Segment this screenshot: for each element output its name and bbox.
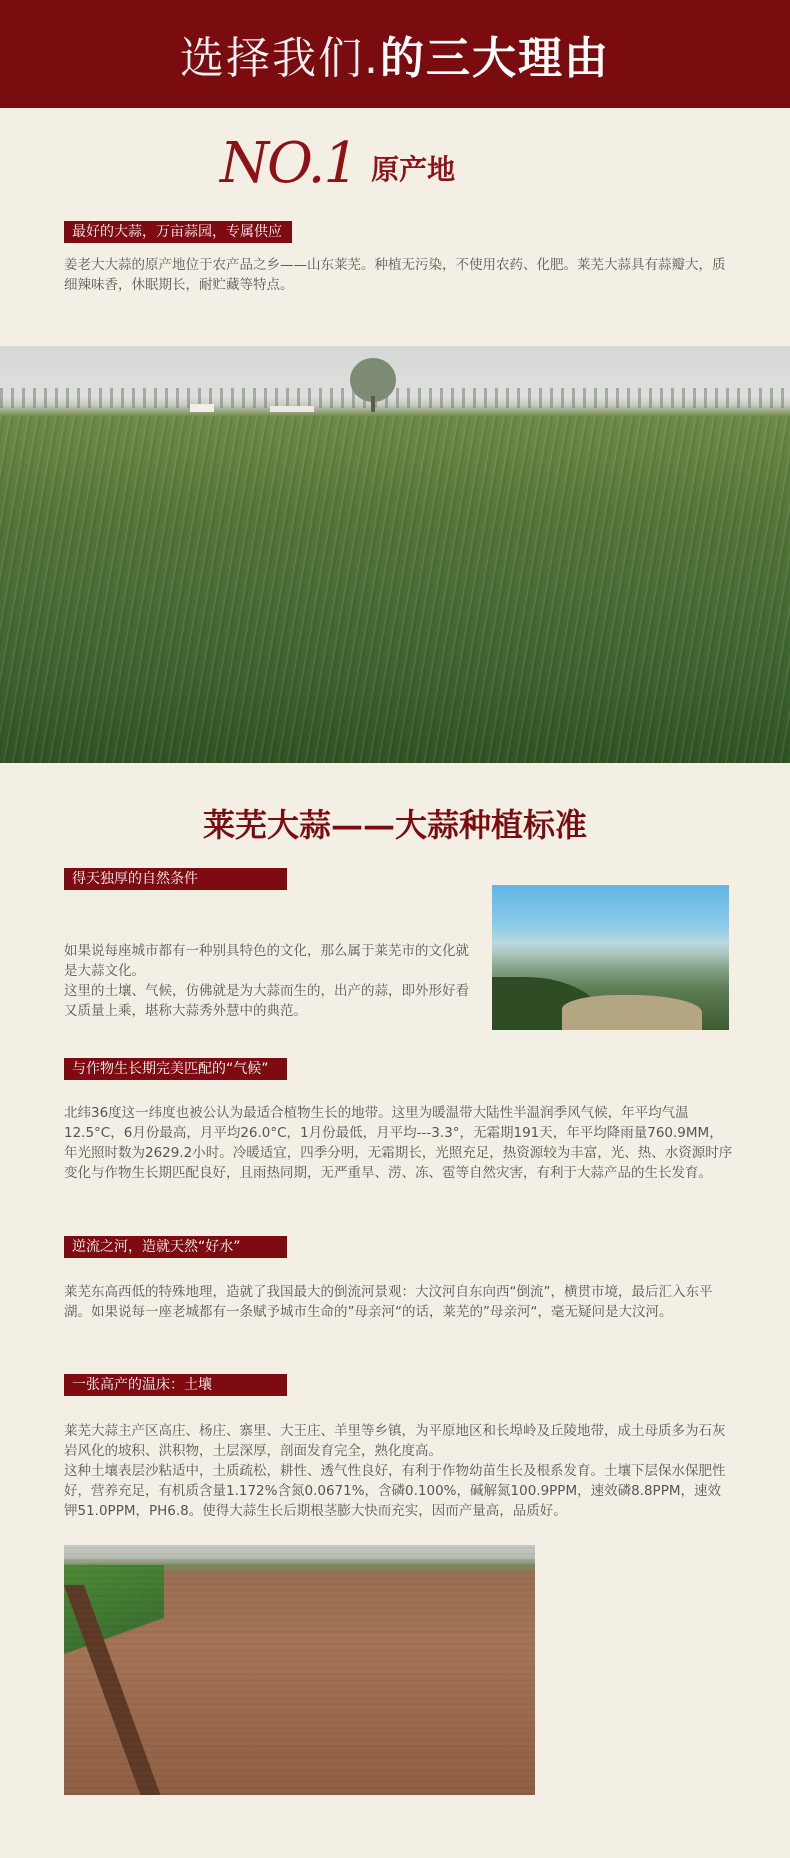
climate-tag: 与作物生长期完美匹配的“气候” [64,1058,287,1080]
water-tag: 逆流之河，造就天然“好水” [64,1236,287,1258]
no1-script: NO.1 [220,131,358,196]
nature-line: 这里的土壤、气候，仿佛就是为大蒜而生的，出产的蒜，即外形好看又质量上乘，堪称大蒜秀外慧中的典范。 [64,983,469,1019]
no1-title: 原产地 [371,153,456,186]
rocks [562,995,702,1030]
house [270,406,314,412]
soil-line: 这种土壤表层沙粘适中，土质疏松，耕性、透气性良好，有利于作物幼苗生长及根系发育。土壤下层保水保肥性好，营养充足，有机质含量1.172%含氮0.0671%，含磷0.100%，碱解氮100.9PPM，速效磷8.8PPM，速效钾51.0PPM，PH6.8。使得大蒜生长后期根茎膨大快而充实，因而产量高，品质好。 [64,1463,726,1519]
garlic-field-photo [0,346,790,763]
water-text: 莱芜东高西低的特殊地理，造就了我国最大的倒流河景观：大汶河自东向西“倒流”，横贯市境，最后汇入东平湖。如果说每一座老城都有一条赋予城市生命的”母亲河“的话，莱芜的”母亲河“，毫无疑问是大汶河。 [64,1284,713,1320]
soil-text [64,1421,734,1521]
banner-title-light: 选择我们. [180,33,380,84]
nature-line: 如果说每座城市都有一种别具特色的文化，那么属于莱芜市的文化就是大蒜文化。 [64,943,469,979]
soil-tag: 一张高产的温床：土壤 [64,1374,287,1396]
landscape-photo [492,885,729,1030]
tree-line [0,388,790,408]
grass-texture [0,416,790,763]
page-banner [0,0,790,108]
soil-field-photo [64,1545,535,1795]
nature-text [64,941,469,1021]
origin-tag: 最好的大蒜，万亩蒜园，专属供应 [64,221,292,243]
nature-tag: 得天独厚的自然条件 [64,868,287,890]
soil-line: 莱芜大蒜主产区高庄、杨庄、寨里、大王庄、羊里等乡镇，为平原地区和长埠岭及丘陵地带，成土母质多为石灰岩风化的坡积、洪积物，土层深厚，剖面发育完全，熟化度高。 [64,1423,726,1459]
planting-standard-heading: 莱芜大蒜——大蒜种植标准 [202,806,587,844]
no1-heading [220,131,456,196]
soil-texture [64,1545,535,1795]
tree-trunk [371,396,375,412]
origin-text: 姜老大大蒜的原产地位于农产品之乡——山东莱芜。种植无污染，不使用农药、化肥。莱芜大蒜具有蒜瓣大，质细辣味香，休眠期长，耐贮藏等特点。 [64,257,726,293]
climate-text: 北纬36度这一纬度也被公认为最适合植物生长的地带。这里为暖温带大陆性半温润季风气候，年平均气温12.5°C，6月份最高，月平均26.0°C，1月份最低，月平均---3.3°，无霜期191天，年平均降雨量760.9MM，年光照时数为2629.2小时。冷暖适宜，四季分明，无霜期长，光照充足，热资源较为丰富，光、热、水资源时序变化与作物生长期匹配良好，且雨热同期，无严重旱、涝、冻、雹等自然灾害，有利于大蒜产品的生长发育。 [64,1105,733,1181]
house [190,404,214,412]
banner-title-bold: 的三大理由 [380,33,610,84]
